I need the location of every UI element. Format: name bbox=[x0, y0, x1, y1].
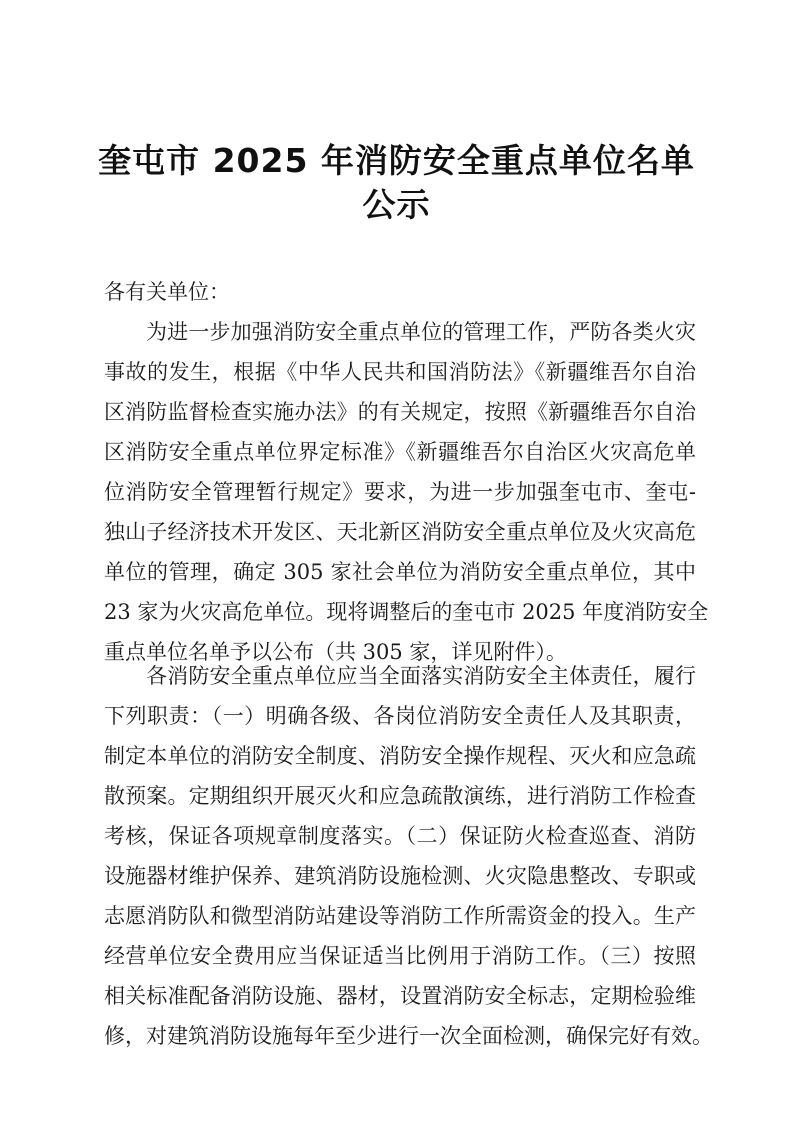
paragraph-line: 志愿消防队和微型消防站建设等消防工作所需资金的投入。生产 bbox=[104, 904, 696, 928]
paragraph-line: 事故的发生，根据《中华人民共和国消防法》《新疆维吾尔自治 bbox=[104, 360, 696, 384]
paragraph-2 bbox=[104, 656, 713, 1056]
paragraph-line: 23 家为火灾高危单位。现将调整后的奎屯市 2025 年度消防安全 bbox=[104, 600, 709, 624]
paragraph-line: 散预案。定期组织开展灭火和应急疏散演练，进行消防工作检查 bbox=[104, 784, 696, 808]
document-title-line-1: 奎屯市 2025 年消防安全重点单位名单 bbox=[98, 141, 695, 180]
paragraph-line: 区消防安全重点单位界定标准》《新疆维吾尔自治区火灾高危单 bbox=[104, 440, 696, 464]
paragraph-line: 重点单位名单予以公布（共 305 家，详见附件）。 bbox=[104, 640, 567, 664]
document-title-line-2: 公示 bbox=[362, 185, 431, 224]
paragraph-line: 区消防监督检查实施办法》的有关规定，按照《新疆维吾尔自治 bbox=[104, 400, 696, 424]
paragraph-line: 经营单位安全费用应当保证适当比例用于消防工作。（三）按照 bbox=[104, 944, 696, 968]
paragraph-line: 为进一步加强消防安全重点单位的管理工作，严防各类火灾 bbox=[146, 320, 696, 344]
paragraph-line: 设施器材维护保养、建筑消防设施检测、火灾隐患整改、专职或 bbox=[104, 864, 696, 888]
paragraph-1 bbox=[104, 312, 709, 672]
paragraph-line: 下列职责：（一）明确各级、各岗位消防安全责任人及其职责， bbox=[104, 704, 696, 728]
paragraph-line: 各消防安全重点单位应当全面落实消防安全主体责任，履行 bbox=[146, 664, 696, 688]
paragraph-line: 制定本单位的消防安全制度、消防安全操作规程、灭火和应急疏 bbox=[104, 744, 696, 768]
salutation: 各有关单位： bbox=[104, 280, 230, 304]
paragraph-line: 独山子经济技术开发区、天北新区消防安全重点单位及火灾高危 bbox=[104, 520, 696, 544]
paragraph-line: 考核，保证各项规章制度落实。（二）保证防火检查巡查、消防 bbox=[104, 824, 696, 848]
paragraph-line: 单位的管理，确定 305 家社会单位为消防安全重点单位，其中 bbox=[104, 560, 696, 584]
paragraph-line: 相关标准配备消防设施、器材，设置消防安全标志，定期检验维 bbox=[104, 984, 696, 1008]
paragraph-line: 位消防安全管理暂行规定》要求，为进一步加强奎屯市、奎屯- bbox=[104, 480, 696, 504]
paragraph-line: 修，对建筑消防设施每年至少进行一次全面检测，确保完好有效。 bbox=[104, 1024, 713, 1048]
